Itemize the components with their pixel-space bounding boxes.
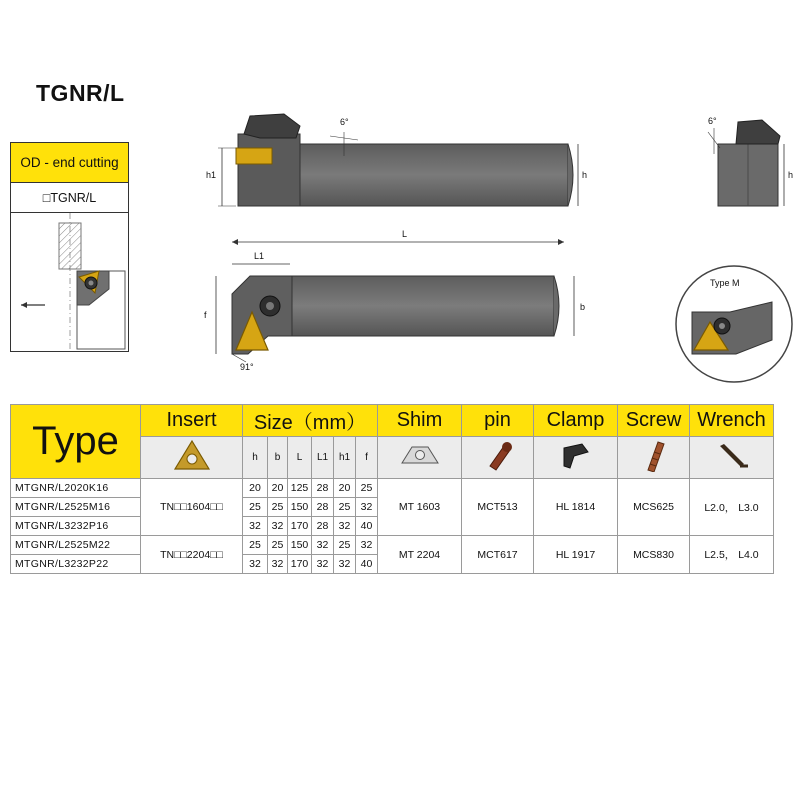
dim-L1-label: L1 bbox=[254, 251, 265, 261]
wrench-cell: L2.5， L4.0 bbox=[690, 536, 774, 574]
wrench-image bbox=[690, 437, 774, 479]
model-cell: MTGNR/L2020K16 bbox=[11, 479, 141, 498]
screw-icon bbox=[634, 438, 674, 472]
size-cell: 40 bbox=[356, 555, 378, 574]
shim-icon bbox=[398, 441, 442, 469]
size-cell: 40 bbox=[356, 517, 378, 536]
clamp-cell: HL 1917 bbox=[534, 536, 618, 574]
wrench-icon bbox=[710, 438, 754, 472]
dim-b-label: b bbox=[580, 302, 586, 312]
size-cell: 32 bbox=[312, 555, 334, 574]
header-size: Size（mm） bbox=[243, 405, 378, 437]
pin-cell: MCT513 bbox=[462, 479, 534, 536]
insert-cell: TN□□2204□□ bbox=[141, 536, 243, 574]
dim-h-label: h bbox=[582, 170, 588, 180]
size-cell: 170 bbox=[288, 517, 312, 536]
size-cell: 32 bbox=[334, 555, 356, 574]
dim-h-end-label: h bbox=[788, 170, 794, 180]
size-cell: 150 bbox=[288, 536, 312, 555]
size-cell: 25 bbox=[334, 498, 356, 517]
screw-cell: MCS830 bbox=[618, 536, 690, 574]
size-cell: 25 bbox=[268, 536, 288, 555]
screw-cell: MCS625 bbox=[618, 479, 690, 536]
clamp-cell: HL 1814 bbox=[534, 479, 618, 536]
angle-91-label: 91° bbox=[240, 362, 254, 372]
size-cell: 20 bbox=[243, 479, 268, 498]
tool-side-view bbox=[200, 108, 620, 218]
size-col-b: b bbox=[268, 437, 288, 479]
size-cell: 20 bbox=[268, 479, 288, 498]
screw-image bbox=[618, 437, 690, 479]
size-cell: 32 bbox=[356, 536, 378, 555]
size-cell: 28 bbox=[312, 517, 334, 536]
tool-end-view bbox=[690, 108, 795, 218]
shim-cell: MT 2204 bbox=[378, 536, 462, 574]
header-screw: Screw bbox=[618, 405, 690, 437]
size-cell: 32 bbox=[312, 536, 334, 555]
angle-6-label: 6° bbox=[340, 117, 349, 127]
insert-image bbox=[141, 437, 243, 479]
model-cell: MTGNR/L3232P22 bbox=[11, 555, 141, 574]
header-type: Type bbox=[11, 405, 141, 479]
header-pin: pin bbox=[462, 405, 534, 437]
size-col-L: L bbox=[288, 437, 312, 479]
header-wrench: Wrench bbox=[690, 405, 774, 437]
insert-icon bbox=[172, 438, 212, 472]
header-clamp: Clamp bbox=[534, 405, 618, 437]
insert-cell: TN□□1604□□ bbox=[141, 479, 243, 536]
header-shim: Shim bbox=[378, 405, 462, 437]
tool-plan-view bbox=[196, 226, 616, 376]
model-cell: MTGNR/L2525M22 bbox=[11, 536, 141, 555]
size-cell: 170 bbox=[288, 555, 312, 574]
size-cell: 25 bbox=[243, 536, 268, 555]
size-cell: 32 bbox=[243, 555, 268, 574]
shim-image bbox=[378, 437, 462, 479]
size-cell: 25 bbox=[243, 498, 268, 517]
size-cell: 25 bbox=[268, 498, 288, 517]
size-cell: 28 bbox=[312, 498, 334, 517]
dim-f-label: f bbox=[204, 310, 207, 320]
size-cell: 150 bbox=[288, 498, 312, 517]
angle-6-end-label: 6° bbox=[708, 116, 717, 126]
pin-cell: MCT617 bbox=[462, 536, 534, 574]
size-cell: 25 bbox=[334, 536, 356, 555]
pin-icon bbox=[478, 438, 518, 472]
spec-table bbox=[10, 404, 774, 574]
size-cell: 32 bbox=[268, 555, 288, 574]
size-cell: 32 bbox=[334, 517, 356, 536]
size-cell: 32 bbox=[356, 498, 378, 517]
model-cell: MTGNR/L2525M16 bbox=[11, 498, 141, 517]
clamp-image bbox=[534, 437, 618, 479]
end-cutting-illustration bbox=[11, 213, 128, 351]
header-insert: Insert bbox=[141, 405, 243, 437]
wrench-cell: L2.0， L3.0 bbox=[690, 479, 774, 536]
size-cell: 125 bbox=[288, 479, 312, 498]
type-m-detail bbox=[672, 262, 796, 386]
side-panel-header: OD - end cutting bbox=[11, 143, 128, 183]
page-title: TGNR/L bbox=[36, 80, 125, 106]
size-col-f: f bbox=[356, 437, 378, 479]
clamp-icon bbox=[556, 438, 596, 472]
size-cell: 20 bbox=[334, 479, 356, 498]
dim-h1-label: h1 bbox=[206, 170, 217, 180]
size-col-h: h bbox=[243, 437, 268, 479]
size-col-L1: L1 bbox=[312, 437, 334, 479]
type-m-label: Type M bbox=[710, 278, 740, 288]
size-cell: 25 bbox=[356, 479, 378, 498]
model-cell: MTGNR/L3232P16 bbox=[11, 517, 141, 536]
size-cell: 32 bbox=[268, 517, 288, 536]
shim-cell: MT 1603 bbox=[378, 479, 462, 536]
dim-L-label: L bbox=[402, 229, 408, 239]
size-cell: 28 bbox=[312, 479, 334, 498]
size-cell: 32 bbox=[243, 517, 268, 536]
side-panel-subheader: □TGNR/L bbox=[11, 183, 128, 213]
pin-image bbox=[462, 437, 534, 479]
side-panel bbox=[10, 142, 129, 352]
size-col-h1: h1 bbox=[334, 437, 356, 479]
